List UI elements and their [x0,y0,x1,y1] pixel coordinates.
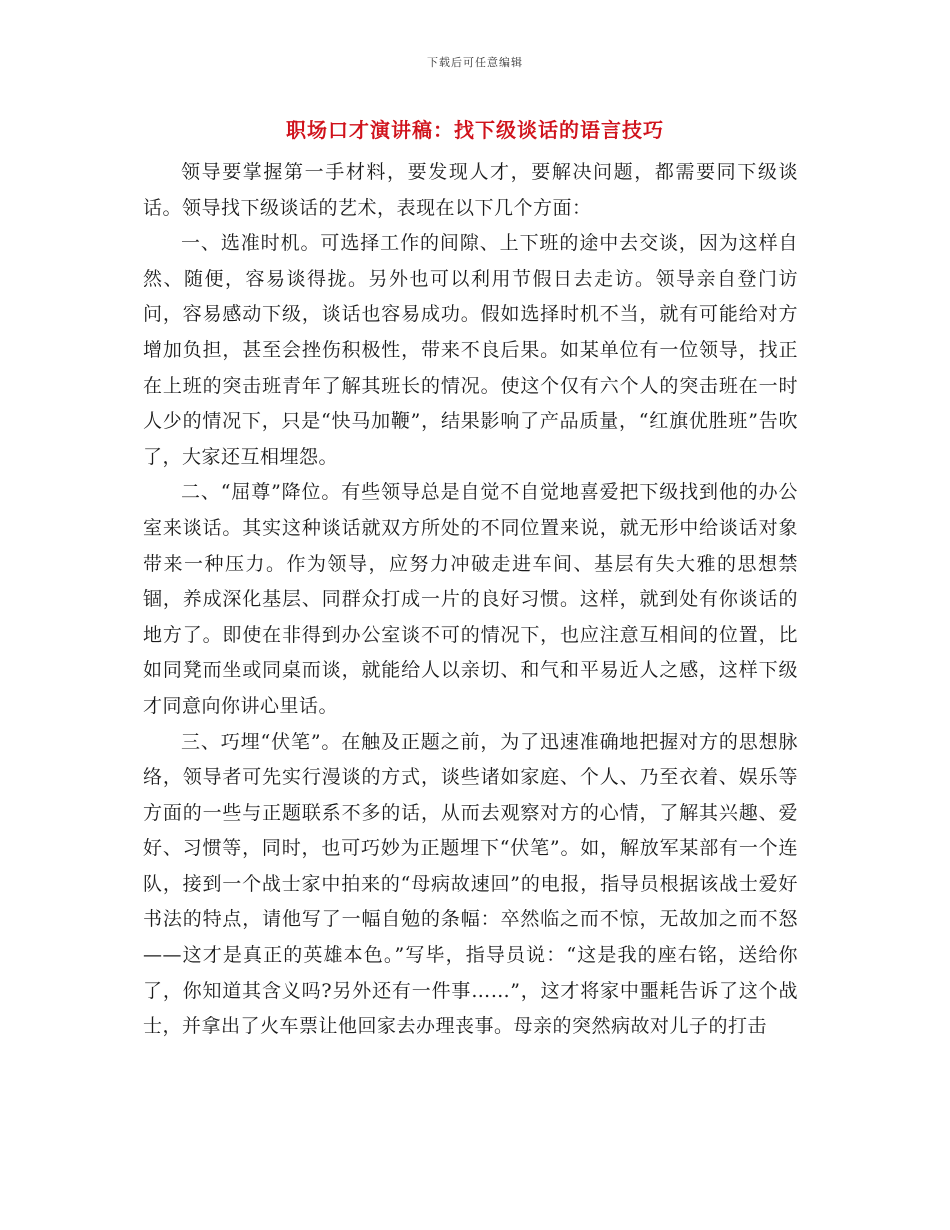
paragraph-intro: 领导要掌握第一手材料，要发现人才，要解决问题，都需要同下级谈话。领导找下级谈话的艺术，表现在以下几个方面： [143,161,798,219]
paragraph-section-2: 二、“屈尊”降位。有些领导总是自觉不自觉地喜爱把下级找到他的办公室来谈话。其实这种谈话就双方所处的不同位置来说，就无形中给谈话对象带来一种压力。作为领导，应努力冲破走进车间、基层有失大雅的思想禁锢，养成深化基层、同群众打成一片的良好习惯。这样，就到处有你谈话的地方了。即使在非得到办公室谈不可的情况下，也应注意互相间的位置，比如同凳而坐或同桌而谈，就能给人以亲切、和气和平易近人之感，这样下级才同意向你讲心里话。 [143,481,798,717]
paragraph-section-1: 一、选准时机。可选择工作的间隙、上下班的途中去交谈，因为这样自然、随便，容易谈得拢。另外也可以利用节假日去走访。领导亲自登门访问，容易感动下级，谈话也容易成功。假如选择时机不当，就有可能给对方增加负担，甚至会挫伤积极性，带来不良后果。如某单位有一位领导，找正在上班的突击班青年了解其班长的情况。使这个仅有六个人的突击班在一时人少的情况下，只是“快马加鞭”，结果影响了产品质量，“红旗优胜班”告吹了，大家还互相埋怨。 [143,232,798,468]
document-body [143,155,798,1045]
page-header-note: 下载后可任意编辑 [427,56,523,69]
paragraph-section-3: 三、巧埋“伏笔”。在触及正题之前，为了迅速准确地把握对方的思想脉络，领导者可先实行漫谈的方式，谈些诸如家庭、个人、乃至衣着、娱乐等方面的一些与正题联系不多的话，从而去观察对方的心情，了解其兴趣、爱好、习惯等，同时，也可巧妙为正题埋下“伏笔”。如，解放军某部有一个连队，接到一个战士家中拍来的“母病故速回”的电报，指导员根据该战士爱好书法的特点，请他写了一幅自勉的条幅：卒然临之而不惊，无故加之而不怒——这才是真正的英雄本色。”写毕，指导员说：“这是我的座右铭，送给你了，你知道其含义吗?另外还有一件事……”，这才将家中噩耗告诉了这个战士，并拿出了火车票让他回家去办理丧事。母亲的突然病故对儿子的打击 [143,730,798,1038]
document-title: 职场口才演讲稿：找下级谈话的语言技巧 [286,118,664,142]
